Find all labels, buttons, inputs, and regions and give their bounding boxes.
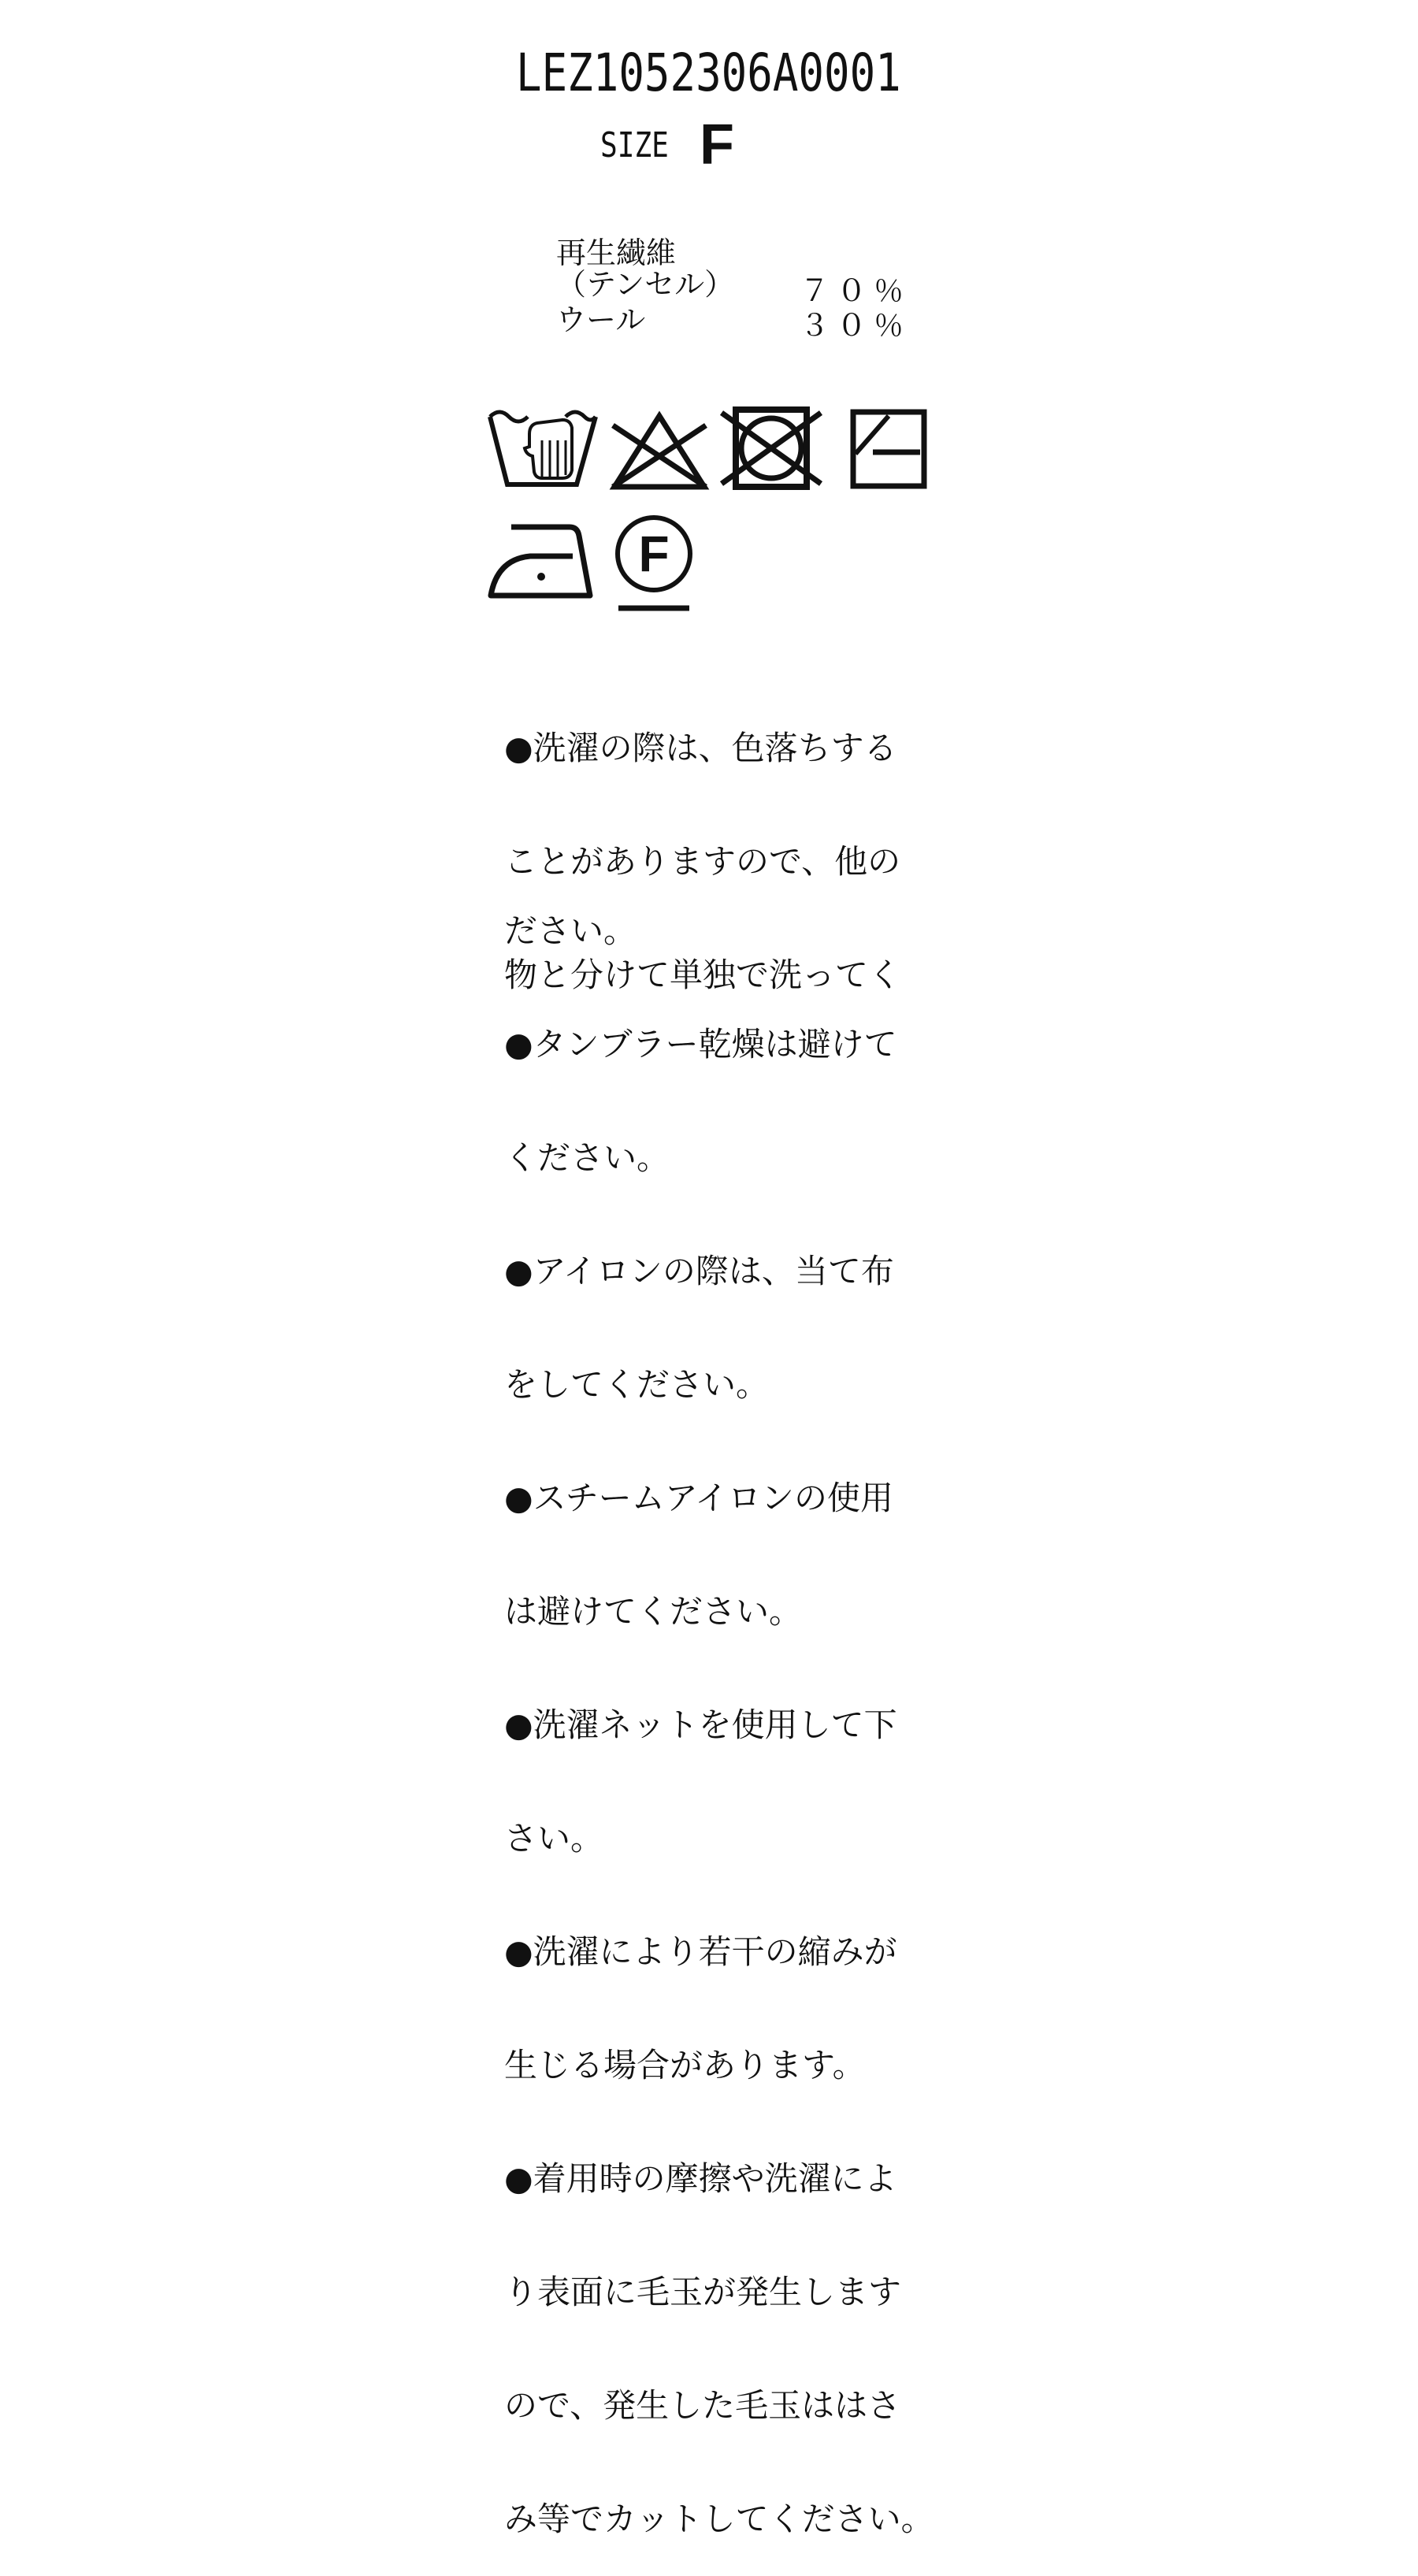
- iron-low-temperature-icon: [484, 522, 595, 600]
- care-note-line: ●スチームアイロンの使用: [504, 1479, 894, 1517]
- size-value: F: [700, 113, 734, 176]
- flat-dry-in-shade-icon: [849, 408, 928, 490]
- fiber-percent-wool: ３０％: [800, 308, 911, 343]
- product-code: LEZ1052306A0001: [516, 43, 901, 103]
- fiber-name-rayon-detail: （テンセル）: [556, 267, 735, 302]
- dry-clean-letter: F: [638, 525, 670, 582]
- size-label: SIZE: [600, 125, 669, 165]
- fiber-name-rayon: 再生繊維: [556, 236, 677, 270]
- care-note-line: ことがありますので、他の: [504, 842, 901, 881]
- care-note-line: をしてください。: [504, 1365, 770, 1404]
- care-note-line: ●洗濯の際は、色落ちする: [504, 729, 897, 767]
- care-note-line: 物と分けて単独で洗ってく: [504, 956, 902, 994]
- hand-wash-icon: [487, 406, 601, 492]
- care-note-line: は避けてください。: [504, 1592, 803, 1631]
- fiber-name-wool: ウール: [556, 303, 646, 337]
- care-note-line: ●タンブラー乾燥は避けて: [504, 1025, 897, 1063]
- care-note-line: さい。: [504, 1819, 604, 1858]
- care-note-line: ●着用時の摩擦や洗濯によ: [504, 2159, 897, 2198]
- care-note-line: ●洗濯により若干の縮みが: [504, 1932, 897, 1971]
- care-note-line: ●洗濯ネットを使用して下: [504, 1706, 897, 1744]
- care-note-line: ださい。: [504, 911, 637, 950]
- no-tumble-dry-icon: [718, 405, 826, 493]
- dry-clean-f-icon: [611, 512, 697, 614]
- care-notes-block-2: [504, 837, 934, 2576]
- care-note-line: ので、発生した毛玉ははさ: [504, 2386, 901, 2425]
- care-note-line: み等でカットしてください。: [504, 2500, 934, 2538]
- care-note-line: ●アイロンの際は、当て布: [504, 1252, 894, 1290]
- care-note-line: 生じる場合があります。: [504, 2046, 866, 2084]
- fiber-percent-rayon: ７０％: [800, 273, 911, 308]
- care-note-line: ください。: [504, 1138, 670, 1177]
- no-bleach-icon: [608, 410, 711, 492]
- care-note-line: り表面に毛玉が発生します: [504, 2273, 902, 2311]
